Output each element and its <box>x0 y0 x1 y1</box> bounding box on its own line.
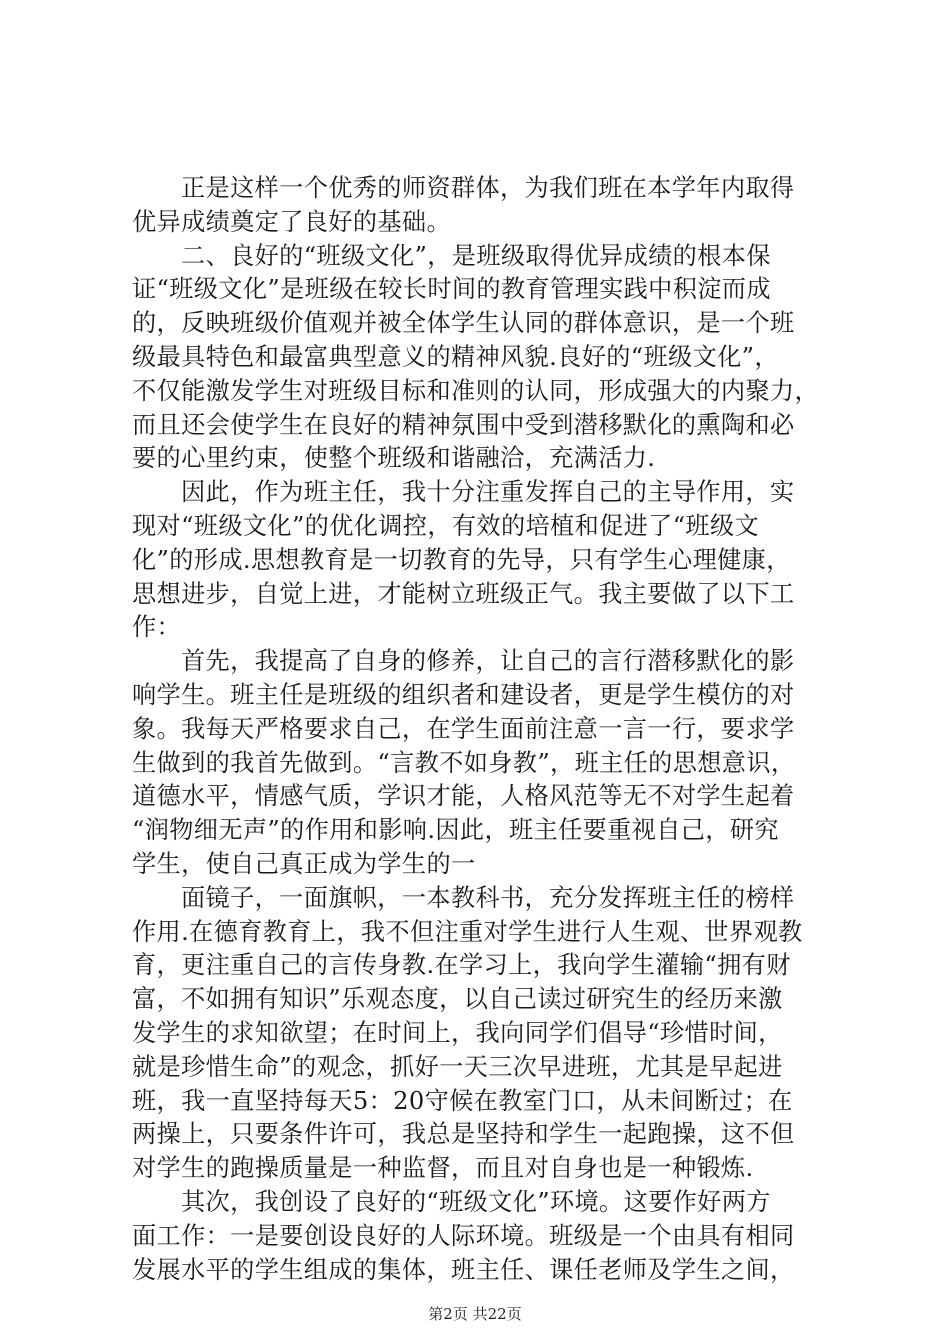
text-line: 育，更注重自己的言传身教.在学习上，我向学生灌输“拥有财 <box>132 951 791 980</box>
text-line: 班，我一直坚持每天5：20守候在教室门口，从未间断过；在 <box>132 1086 793 1115</box>
text-line: 作用.在德育教育上，我不但注重对学生进行人生观、世界观教 <box>132 917 803 946</box>
text-line: 要的心里约束，使整个班级和谐融洽，充满活力. <box>132 444 656 473</box>
text-line: 首先，我提高了自身的修养，让自己的言行潜移默化的影 <box>181 647 795 676</box>
text-line: 对学生的跑操质量是一种监督，而且对自身也是一种锻炼. <box>132 1154 754 1183</box>
text-line: 两操上，只要条件许可，我总是坚持和学生一起跑操，这不但 <box>132 1120 795 1149</box>
text-line: 不仅能激发学生对班级目标和准则的认同，形成强大的内聚力， <box>132 376 820 405</box>
text-line: 面镜子，一面旗帜，一本教科书，充分发挥班主任的榜样 <box>181 883 795 912</box>
text-line: 的，反映班级价值观并被全体学生认同的群体意识，是一个班 <box>132 309 795 338</box>
page-footer: 第2页 共22页 <box>428 1305 522 1323</box>
text-line: 发展水平的学生组成的集体，班主任、课任老师及学生之间， <box>132 1255 795 1284</box>
text-line: 道德水平，情感气质，学识才能，人格风范等无不对学生起着 <box>132 782 795 811</box>
document-body <box>132 172 832 1287</box>
text-line: 响学生。班主任是班级的组织者和建设者，更是学生模仿的对 <box>132 680 795 709</box>
text-line: 富，不如拥有知识”乐观态度，以自己读过研究生的经历来激 <box>132 985 783 1014</box>
text-line: 而且还会使学生在良好的精神氛围中受到潜移默化的熏陶和必 <box>132 410 795 439</box>
text-line: 发学生的求知欲望；在时间上，我向同学们倡导“珍惜时间， <box>132 1018 783 1047</box>
text-line: 正是这样一个优秀的师资群体，为我们班在本学年内取得 <box>181 174 795 202</box>
text-line: 级最具特色和最富典型意义的精神风貌.良好的“班级文化”， <box>132 342 779 371</box>
text-line: 作： <box>132 613 182 642</box>
text-line: 现对“班级文化”的优化调控，有效的培植和促进了“班级文 <box>132 511 760 540</box>
text-line: 面工作：一是要创设良好的人际环境。班级是一个由具有相同 <box>132 1221 795 1250</box>
text-line: 学生，使自己真正成为学生的一 <box>132 849 476 878</box>
text-line: 优异成绩奠定了良好的基础。 <box>132 207 451 236</box>
text-line: 其次，我创设了良好的“班级文化”环境。这要作好两方 <box>181 1187 771 1216</box>
text-line: 生做到的我首先做到。“言教不如身教”，班主任的思想意识， <box>132 748 796 777</box>
text-line: 因此，作为班主任，我十分注重发挥自己的主导作用，实 <box>181 478 795 507</box>
text-line: 二、良好的“班级文化”，是班级取得优异成绩的根本保 <box>181 241 771 270</box>
text-line: 思想进步，自觉上进，才能树立班级正气。我主要做了以下工 <box>132 579 795 608</box>
text-line: 证“班级文化”是班级在较长时间的教育管理实践中积淀而成 <box>132 275 771 304</box>
text-line: 就是珍惜生命”的观念，抓好一天三次早进班，尤其是早起进 <box>132 1052 783 1081</box>
text-line: 化”的形成.思想教育是一切教育的先导，只有学生心理健康， <box>132 545 791 574</box>
text-line: “润物细无声”的作用和影响.因此，班主任要重视自己，研究 <box>132 816 779 845</box>
text-line: 象。我每天严格要求自己，在学生面前注意一言一行，要求学 <box>132 714 795 743</box>
